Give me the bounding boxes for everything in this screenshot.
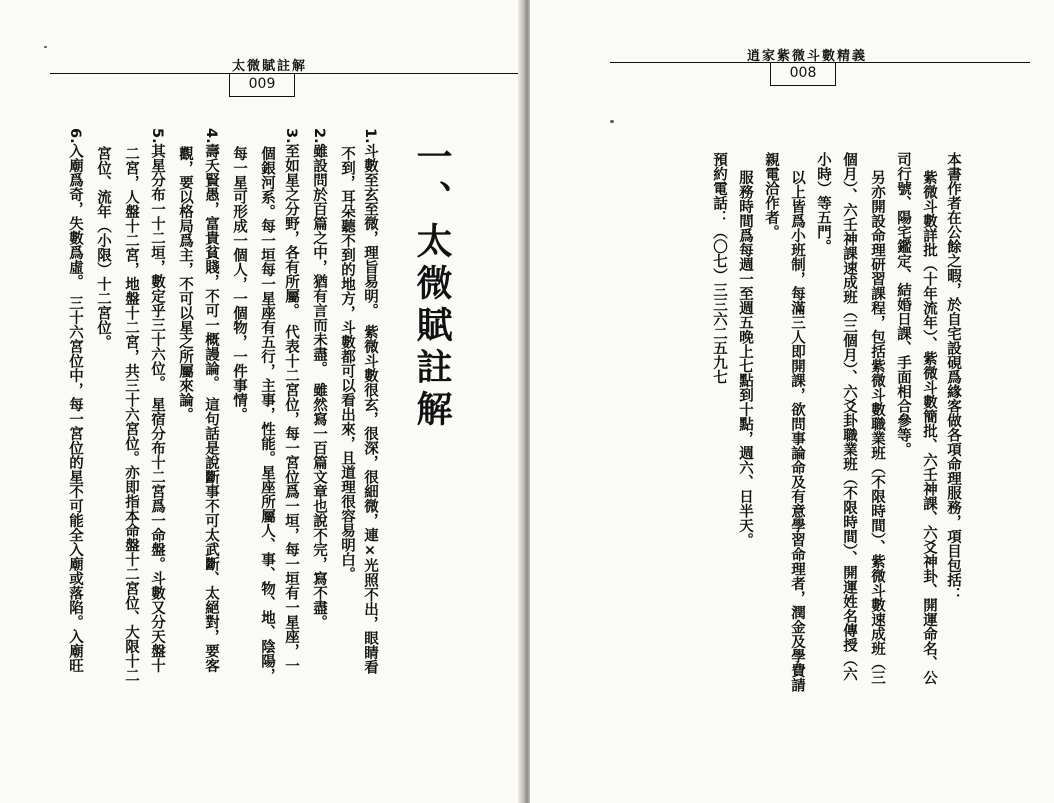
left-column-3: 2.雖設問於百篇之中，猶有言而未盡。 雖然寫一百篇文章也說不完，寫不盡。 xyxy=(311,128,327,630)
left-column-12: 6.入廟爲奇，失數爲虛。 三十六宮位中，每一宮位的星不可能全入廟或落陷。入廟旺 xyxy=(67,128,83,673)
left-column-5: 個銀河系。每一垣每一星座有五行，主事，性能。星座所屬人、事、物、地、陰陽， xyxy=(259,146,275,683)
left-column-1: 1.斗數至玄至微，理旨易明。 紫微斗數很玄，很深，很細微，連×光照不出，眼睛看 xyxy=(362,128,378,675)
left-column-11: 宮位、流年（小限）十二宮位。 xyxy=(95,146,111,349)
left-column-8: 觀，要以格局爲主，不可以星之所屬來論。 xyxy=(177,146,193,422)
right-page xyxy=(530,0,1054,803)
right-column-8: 親電洽作者。 xyxy=(763,152,779,239)
left-column-4: 3.至如星之分野，各有所屬。 代表十二宮位，每一宮位爲一垣，每一垣有一星座，一 xyxy=(283,128,299,673)
right-column-1: 本書作者在公餘之暇，於自宅設硯爲緣客做各項命理服務，項目包括： xyxy=(945,152,961,602)
left-column-2: 不到，耳朵聽不到的地方，斗數都可以看出來，且道理很容易明白。 xyxy=(339,146,355,581)
left-column-10: 二宮，人盤十二宮，地盤十二宮，共三十六宮位。亦即指本命盤十二宮位、大限十二 xyxy=(123,146,139,683)
right-column-2: 紫微斗數詳批（十年流年）、紫微斗數簡批、六壬神課、六爻神卦、開運命名、公 xyxy=(921,170,937,685)
scan-speck xyxy=(44,46,47,48)
right-running-header: 逍家紫微斗數精義 xyxy=(747,49,868,64)
left-page-number: 009 xyxy=(229,74,295,97)
right-column-3: 司行號、陽宅鑑定、結婚日課、手面相合參等。 xyxy=(895,152,911,457)
right-column-4: 另亦開設命理研習課程，包括紫微斗數職業班（不限時間）、紫微斗數速成班（三 xyxy=(869,170,885,685)
left-page xyxy=(0,0,525,803)
left-column-6: 每一星可形成一個人，一個物，一件事情。 xyxy=(231,146,247,422)
chapter-heading: 一、太微賦註解 xyxy=(411,138,452,432)
right-column-7: 以上皆爲小班制，每滿三人即開課，欲問事論命及有意學習命理者，潤金及學費請 xyxy=(789,170,805,692)
right-column-9: 服務時間爲每週一至週五晚上七點到十點，週六、日半天。 xyxy=(737,170,753,547)
right-column-6: 小時）等五門。 xyxy=(815,152,831,254)
right-column-5: 個月）、六壬神課速成班（三個月）、六爻卦職業班（不限時間）、開運姓名傳授（六 xyxy=(841,152,857,682)
left-running-header: 太微賦註解 xyxy=(232,59,308,74)
scan-speck xyxy=(610,120,614,123)
right-page-number: 008 xyxy=(770,63,836,86)
left-column-9: 5.其星分布一十二垣，數定乎三十六位。 星宿分布十二宮爲一命盤。斗數又分天盤十 xyxy=(149,128,165,673)
left-column-7: 4.壽夭賢愚，富貴貧賤，不可一概謾論。 這句話是說斷事不可太武斷、太絕對，要客 xyxy=(203,128,219,673)
right-column-10: 預約電話：（〇七）三三六二五九七 xyxy=(711,152,727,384)
